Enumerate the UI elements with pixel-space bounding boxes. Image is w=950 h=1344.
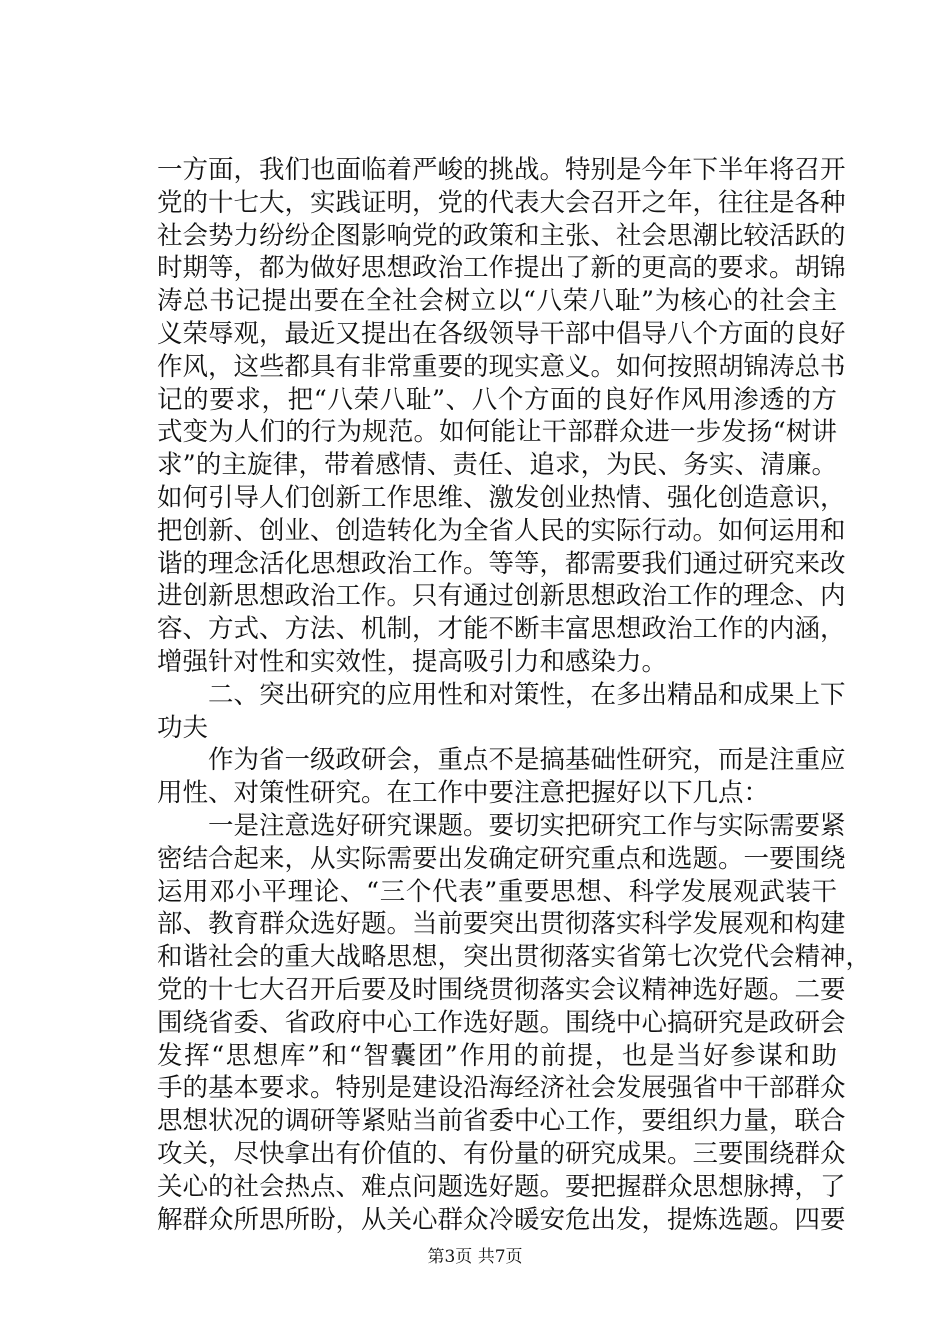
text-line: 义荣辱观，最近又提出在各级领导干部中倡导八个方面的良好 bbox=[157, 318, 846, 349]
text-line: 部、教育群众选好题。当前要突出贯彻落实科学发展观和构建 bbox=[157, 909, 846, 940]
text-line: 进创新思想政治工作。只有通过创新思想政治工作的理念、内 bbox=[157, 581, 846, 612]
text-line: 一方面，我们也面临着严峻的挑战。特别是今年下半年将召开 bbox=[157, 155, 846, 185]
text-line: 和谐社会的重大战略思想，突出贯彻落实省第七次党代会精神， bbox=[157, 942, 872, 973]
text-line: 解群众所思所盼，从关心群众冷暖安危出发，提炼选题。四要 bbox=[157, 1204, 846, 1235]
text-line: 把创新、创业、创造转化为全省人民的实际行动。如何运用和 bbox=[157, 515, 846, 546]
text-line: 运用邓小平理论、“三个代表”重要思想、科学发展观武装干 bbox=[157, 876, 837, 907]
text-line: 谐的理念活化思想政治工作。等等，都需要我们通过研究来改 bbox=[157, 548, 846, 579]
document-body bbox=[157, 154, 872, 1236]
text-line: 发挥“思想库”和“智囊团”作用的前提，也是当好参谋和助 bbox=[157, 1040, 837, 1071]
text-line: 思想状况的调研等紧贴当前省委中心工作，要组织力量，联合 bbox=[157, 1106, 846, 1137]
text-line: 式变为人们的行为规范。如何能让干部群众进一步发扬“树讲 bbox=[157, 417, 837, 448]
text-line: 容、方式、方法、机制，才能不断丰富思想政治工作的内涵， bbox=[157, 614, 846, 645]
text-line: 围绕省委、省政府中心工作选好题。围绕中心搞研究是政研会 bbox=[157, 1007, 846, 1038]
section-heading-line: 二、突出研究的应用性和对策性，在多出精品和成果上下 bbox=[157, 679, 846, 710]
text-line: 增强针对性和实效性，提高吸引力和感染力。 bbox=[157, 646, 668, 677]
text-line: 记的要求，把“八荣八耻”、八个方面的良好作风用渗透的方 bbox=[157, 384, 837, 415]
text-line: 时期等，都为做好思想政治工作提出了新的更高的要求。胡锦 bbox=[157, 253, 846, 284]
text-line: 作为省一级政研会，重点不是搞基础性研究，而是注重应 bbox=[157, 745, 846, 776]
text-line: 作风，这些都具有非常重要的现实意义。如何按照胡锦涛总书 bbox=[157, 351, 846, 382]
text-line: 密结合起来，从实际需要出发确定研究重点和选题。一要围绕 bbox=[157, 843, 846, 874]
text-line: 攻关，尽快拿出有价值的、有份量的研究成果。三要围绕群众 bbox=[157, 1138, 846, 1169]
text-line: 党的十七大，实践证明，党的代表大会召开之年，往往是各种 bbox=[157, 187, 846, 218]
text-line: 求”的主旋律，带着感情、责任、追求，为民、务实、清廉。 bbox=[157, 450, 837, 481]
text-line: 用性、对策性研究。在工作中要注意把握好以下几点： bbox=[157, 778, 770, 809]
page-number-footer: 第3页 共7页 bbox=[427, 1247, 523, 1267]
text-line: 一是注意选好研究课题。要切实把研究工作与实际需要紧 bbox=[157, 810, 846, 841]
text-line: 如何引导人们创新工作思维、激发创业热情、强化创造意识， bbox=[157, 482, 846, 513]
text-line: 手的基本要求。特别是建设沿海经济社会发展强省中干部群众 bbox=[157, 1073, 846, 1104]
text-line: 关心的社会热点、难点问题选好题。要把握群众思想脉搏，了 bbox=[157, 1171, 846, 1202]
section-heading-line: 功夫 bbox=[157, 712, 209, 743]
text-line: 涛总书记提出要在全社会树立以“八荣八耻”为核心的社会主 bbox=[157, 286, 837, 317]
text-line: 社会势力纷纷企图影响党的政策和主张、社会思潮比较活跃的 bbox=[157, 220, 846, 251]
text-line: 党的十七大召开后要及时围绕贯彻落实会议精神选好题。二要 bbox=[157, 974, 846, 1005]
